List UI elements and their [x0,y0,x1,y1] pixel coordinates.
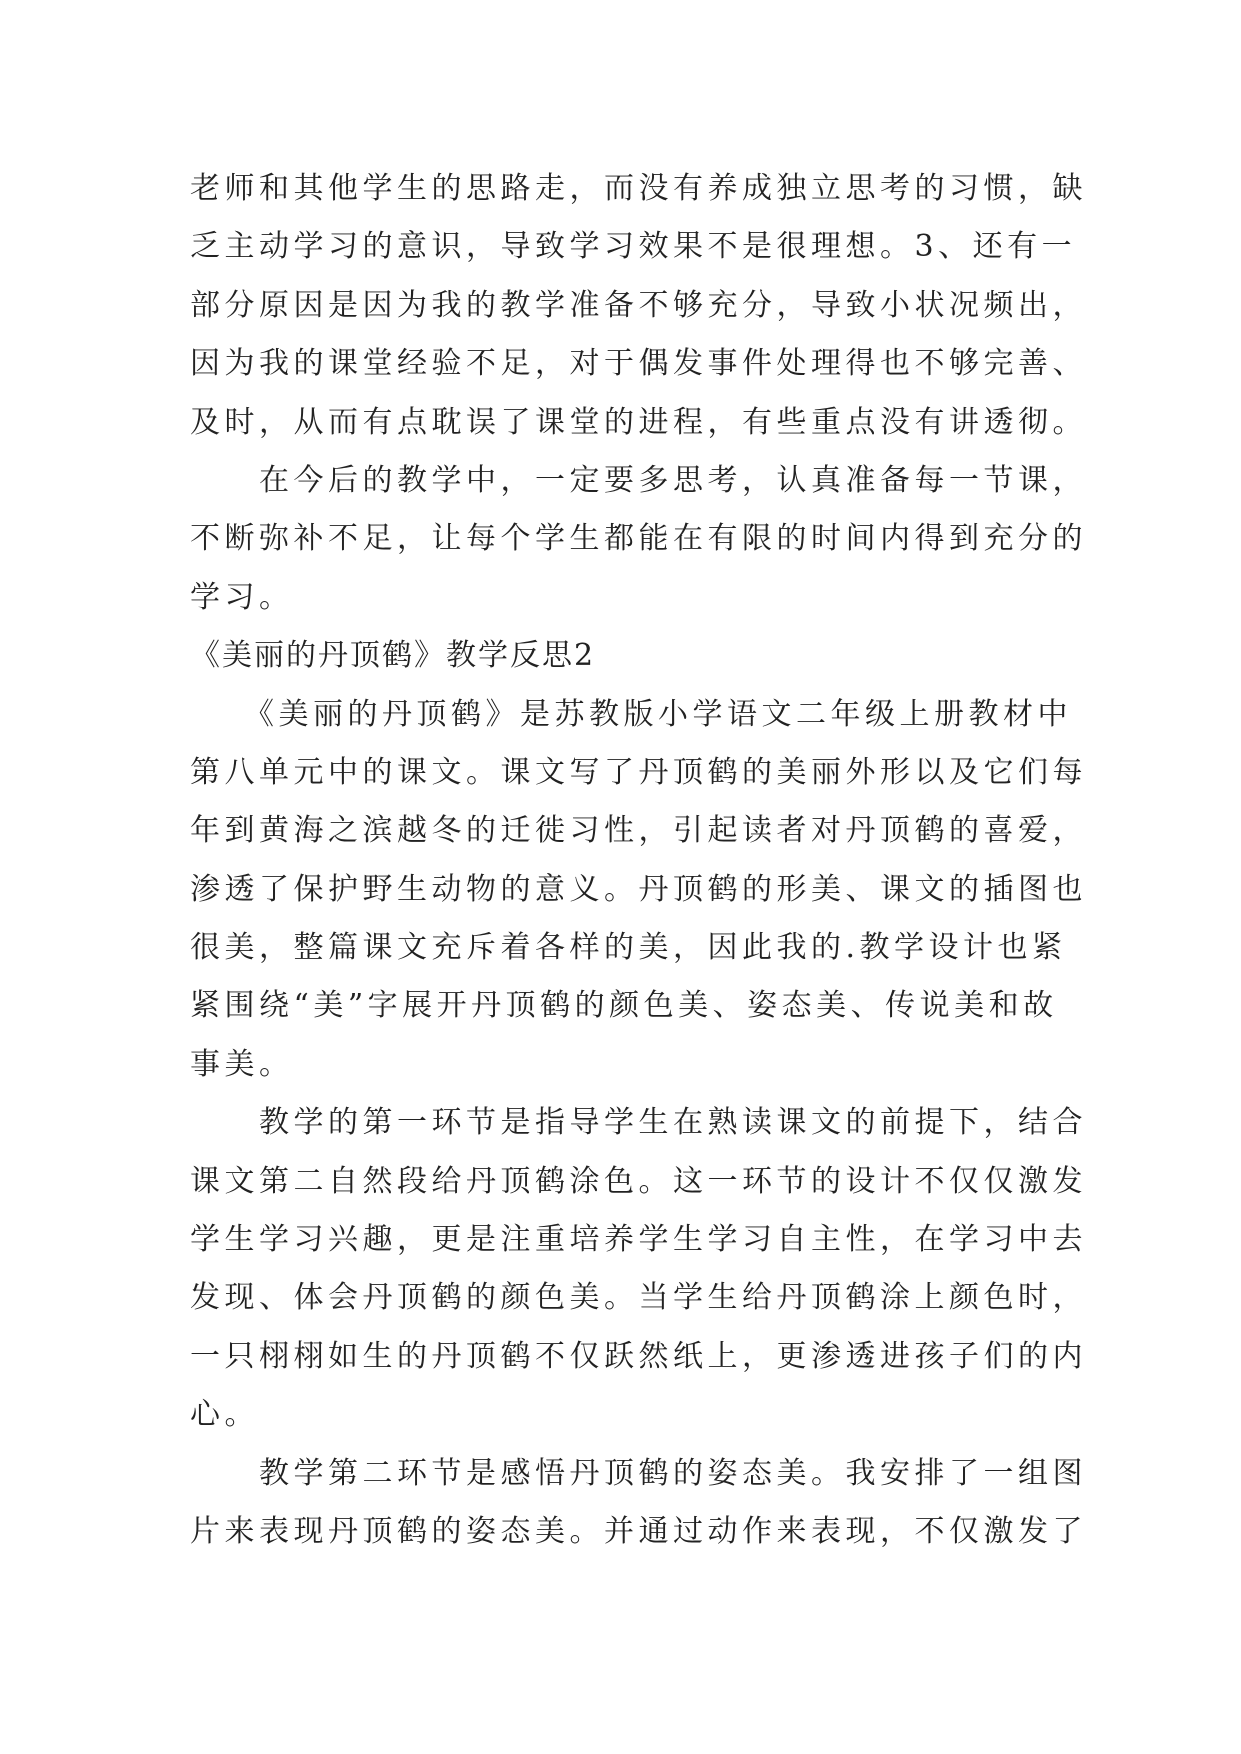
text-line: 学习。 [190,579,294,615]
document-body [190,160,1087,1561]
text-line: 及时，从而有点耽误了课堂的进程，有些重点没有讲透彻。 [190,404,1087,440]
text-line: 《美丽的丹顶鹤》是苏教版小学语文二年级上册教材中 [190,696,1072,732]
text-line: 课文第二自然段给丹顶鹤涂色。这一环节的设计不仅仅激发 [190,1163,1087,1199]
text-line: 第八单元中的课文。课文写了丹顶鹤的美丽外形以及它们每 [190,754,1087,790]
text-line: 因为我的课堂经验不足，对于偶发事件处理得也不够完善、 [190,346,1087,382]
text-line: 事美。 [190,1046,294,1082]
text-line: 片来表现丹顶鹤的姿态美。并通过动作来表现，不仅激发了 [190,1513,1087,1549]
text-line: 一只栩栩如生的丹顶鹤不仅跃然纸上，更渗透进孩子们的内 [190,1338,1087,1374]
text-line: 不断弥补不足，让每个学生都能在有限的时间内得到充分的 [190,521,1087,557]
text-line: 教学的第一环节是指导学生在熟读课文的前提下，结合 [190,1105,1087,1141]
text-line: 心。 [190,1397,259,1433]
text-line: 年到黄海之滨越冬的迁徙习性，引起读者对丹顶鹤的喜爱， [190,813,1087,849]
text-line: 教学第二环节是感悟丹顶鹤的姿态美。我安排了一组图 [190,1455,1087,1491]
text-line: 学生学习兴趣，更是注重培养学生学习自主性，在学习中去 [190,1222,1087,1258]
text-line: 乏主动学习的意识，导致学习效果不是很理想。3、还有一 [190,229,1077,265]
text-line: 很美，整篇课文充斥着各样的美，因此我的.教学设计也紧 [190,930,1067,966]
text-line: 部分原因是因为我的教学准备不够充分，导致小状况频出， [190,287,1087,323]
text-line: 在今后的教学中，一定要多思考，认真准备每一节课， [190,462,1087,498]
text-line: 紧围绕“美”字展开丹顶鹤的颜色美、姿态美、传说美和故 [190,988,1058,1024]
text-line: 发现、体会丹顶鹤的颜色美。当学生给丹顶鹤涂上颜色时， [190,1280,1087,1316]
text-line: 老师和其他学生的思路走，而没有养成独立思考的习惯，缺 [190,171,1087,206]
section-title: 《美丽的丹顶鹤》教学反思2 [190,638,596,674]
text-line: 渗透了保护野生动物的意义。丹顶鹤的形美、课文的插图也 [190,871,1087,907]
